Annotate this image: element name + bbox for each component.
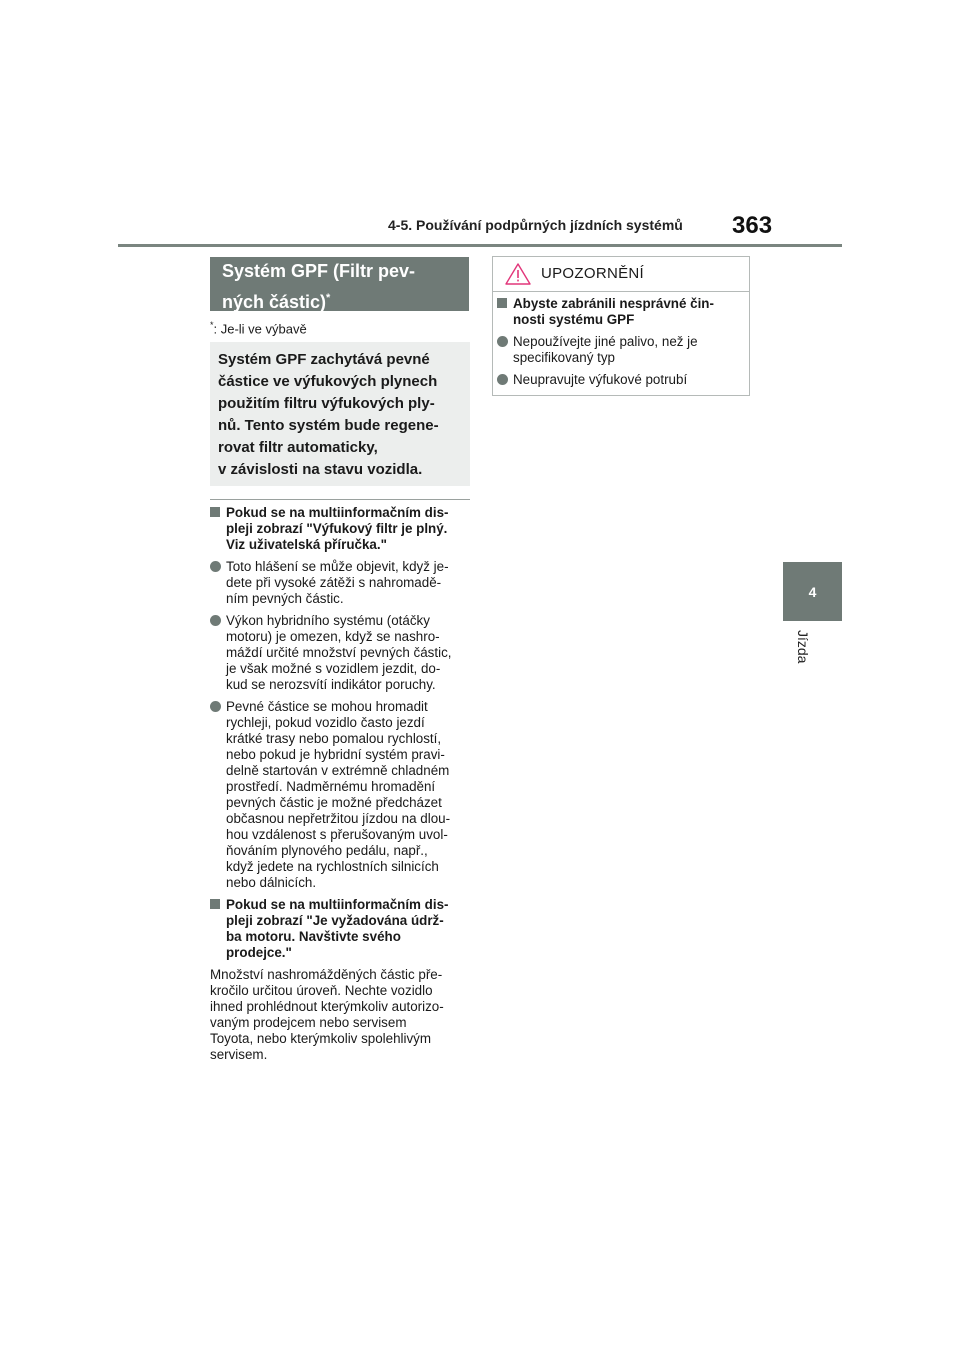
paragraph-line: ihned prohlédnout kterýmkoliv autorizo- xyxy=(210,999,444,1014)
intro-box xyxy=(210,342,470,486)
item-line: Neupravujte výfukové potrubí xyxy=(513,372,688,387)
list-item xyxy=(210,613,472,693)
item-line: Pevné částice se mohou hromadit xyxy=(226,699,428,714)
paragraph-line: Množství nashromážděných částic pře- xyxy=(210,967,443,982)
body-paragraph xyxy=(210,967,472,1063)
footnote-mark: * xyxy=(210,320,214,330)
paragraph-line: servisem. xyxy=(210,1047,268,1062)
header-divider xyxy=(118,244,842,247)
intro-line: částice ve výfukových plynech xyxy=(218,373,438,390)
item-line: Pokud se na multiinformačním dis- xyxy=(226,897,449,912)
item-line: nebo pokud je hybridní systém pravi- xyxy=(226,747,445,762)
warning-body xyxy=(493,292,749,388)
item-line: Viz uživatelská příručka." xyxy=(226,537,387,552)
section-heading xyxy=(210,257,469,311)
item-line: Výkon hybridního systému (otáčky xyxy=(226,613,430,628)
item-line: pleji zobrazí "Je vyžadována údrž- xyxy=(226,913,444,928)
item-line: dete při vysoké zátěži s nahromadě- xyxy=(226,575,442,590)
item-line: Nepoužívejte jiné palivo, než je xyxy=(513,334,698,349)
item-line: občasnou nepřetržitou jízdou na dlou- xyxy=(226,811,451,826)
warning-item xyxy=(497,372,749,388)
list-item xyxy=(210,699,472,891)
item-line: ňováním plynového pedálu, např., xyxy=(226,843,428,858)
item-line: pleji zobrazí "Výfukový filtr je plný. xyxy=(226,521,448,536)
intro-line: v závislosti na stavu vozidla. xyxy=(218,461,423,478)
heading-line: ných částic)* xyxy=(222,292,331,312)
warning-triangle-icon xyxy=(505,263,531,290)
item-line: delně startován v extrémně chladném xyxy=(226,763,450,778)
chapter-tab xyxy=(783,562,842,621)
list-item xyxy=(210,505,472,553)
item-line: kud se nerozsvítí indikátor poruchy. xyxy=(226,677,436,692)
item-line: když jedete na rychlostních silnicích xyxy=(226,859,439,874)
intro-line: Systém GPF zachytává pevné xyxy=(218,351,430,368)
item-line: hou vzdálenost s přerušovaným uvol- xyxy=(226,827,448,842)
item-line: rychleji, pokud vozidlo často jezdí xyxy=(226,715,425,730)
circle-bullet-icon xyxy=(210,615,221,626)
chapter-label: Jízda xyxy=(795,630,811,664)
square-bullet-icon xyxy=(497,298,507,308)
page-number: 363 xyxy=(732,212,773,239)
item-line: pevných částic je možné předcházet xyxy=(226,795,442,810)
paragraph-line: kročilo určitou úroveň. Nechte vozidlo xyxy=(210,983,433,998)
intro-line: rovat filtr automaticky, xyxy=(218,439,378,456)
warning-item xyxy=(497,296,749,328)
paragraph-line: Toyota, nebo kterýmkoliv spolehlivým xyxy=(210,1031,432,1046)
warning-box xyxy=(492,256,750,396)
item-line: Pokud se na multiinformačním dis- xyxy=(226,505,449,520)
intro-line: použitím filtru výfukových ply- xyxy=(218,395,435,412)
item-line: je však možné s vozidlem jezdit, do- xyxy=(226,661,441,676)
item-line: krátké trasy nebo pomalou rychlostí, xyxy=(226,731,442,746)
item-line: prodejce." xyxy=(226,945,292,960)
item-line: Abyste zabránili nesprávné čin- xyxy=(513,296,714,311)
item-line: ba motoru. Navštivte svého xyxy=(226,929,401,944)
circle-bullet-icon xyxy=(497,374,508,385)
item-line: ním pevných částic. xyxy=(226,591,344,606)
item-line: nebo dálnicích. xyxy=(226,875,317,890)
circle-bullet-icon xyxy=(210,701,221,712)
body-column xyxy=(210,505,472,1063)
item-line: motoru) je omezen, když se nashro- xyxy=(226,629,440,644)
item-line: prostředí. Nadměrnému hromadění xyxy=(226,779,436,794)
item-line: specifikovaný typ xyxy=(513,350,615,365)
section-divider xyxy=(210,499,470,500)
square-bullet-icon xyxy=(210,507,220,517)
warning-header xyxy=(493,257,749,292)
footnote-text: : Je-li ve výbavě xyxy=(213,321,307,337)
paragraph-line: vaným prodejcem nebo servisem xyxy=(210,1015,407,1030)
section-title: 4-5. Používání podpůrných jízdních systémů xyxy=(388,217,683,233)
warning-title: UPOZORNĚNÍ xyxy=(541,265,645,282)
footnote xyxy=(210,320,307,336)
heading-line: Systém GPF (Filtr pev- xyxy=(222,261,416,281)
intro-line: nů. Tento systém bude regene- xyxy=(218,417,439,434)
square-bullet-icon xyxy=(210,899,220,909)
circle-bullet-icon xyxy=(210,561,221,572)
heading-footnote-mark: * xyxy=(326,292,331,304)
list-item xyxy=(210,897,472,961)
list-item xyxy=(210,559,472,607)
warning-item xyxy=(497,334,749,366)
chapter-number: 4 xyxy=(808,583,817,600)
item-line: máždí určité množství pevných částic, xyxy=(226,645,452,660)
circle-bullet-icon xyxy=(497,336,508,347)
item-line: nosti systému GPF xyxy=(513,312,635,327)
item-line: Toto hlášení se může objevit, když je- xyxy=(226,559,449,574)
